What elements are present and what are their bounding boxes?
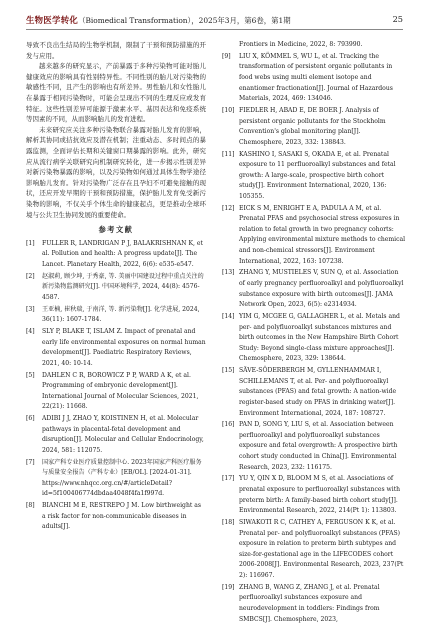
reference-number: [15] [222, 367, 235, 375]
reference-number: [6] [26, 415, 35, 423]
reference-text: SLY P, BLAKE T, ISLAM Z. Impact of prenatal and early life environmental exposures on normal human development[J]. Paediatric Respiratory Reviews, 2021, 40: 10-14. [42, 328, 206, 367]
reference-number: [12] [222, 204, 235, 212]
reference-number: [5] [26, 371, 35, 379]
right-column [222, 40, 406, 626]
reference-number: [2] [26, 272, 35, 280]
paragraph-continued: 导致不良出生结局的生物学机制，限制了干预和预防措施的开发与应用。 [26, 41, 206, 60]
reference-text: PAN D, SONG Y, LIU S, et al. Association between perfluoroalkyl and polyfluoroalkyl substances exposure and fetal overgrowth: A prospective birth cohort study conducted in China[J]. Environmental Research, 2023, 232: 116175. [239, 421, 398, 471]
reference-text: YU Y, QIN X D, BLOOM M S, et al. Associations of prenatal exposure to perfluoroalkyl substances with preterm birth: A family-based birth cohort study[J]. Environmental Research, 2022, 214(Pt 1): 113803. [239, 475, 401, 515]
paragraph-future-research: 未来研究应关注多种污染物联合暴露对胎儿发育的影响，解析其协同或拮抗效应及潜在机制；注重动态、多时间点的暴露监测，全面评估长期和关键窗口期暴露的影响。此外，研究应从流行病学关联研究向机制研究转化，进一步揭示性别差异对新污染物暴露的影响，以及污染物如何通过具体生物学途径影响胎儿发育。针对污染物广泛存在且孕妇不可避免接触的现状，还应开发早期的干预和预防措施，保护胎儿发育免受新污染物的影响，不仅关乎个体生命的健康起点，更是推动全球环境与公共卫生协同发展的重要使命。 [26, 125, 206, 219]
reference-text: DAHLEN C R, BOROWICZ P P, WARD A K, et al. Programming of embryonic development[J]. International Journal of Molecular Sciences, 2021, 22(21): 11668. [42, 371, 199, 411]
reference-text: ZHANG Y, MUSTIELES V, SUN Q, et al. Association of early pregnancy perfluoroalkyl and polyfluoroalkyl substance exposure with birth outcomes[J]. JAMA Network Open, 2023, 6(5): e2314934. [239, 269, 404, 309]
paragraph-sex-differences: 越来越多的研究显示，产前暴露于多种污染物可能对胎儿健康效应的影响具有性别特异性。不同性别的胎儿对污染物的敏感性不同，且产生的影响也有所差异。男性胎儿和女性胎儿在暴露于相同污染物时，可能会呈现出不同的生理反应或发育特征。这些性别差异可能源于激素水平、基因表达和免疫系统等因素的不同，从而影响胎儿的发育进程。 [26, 62, 206, 124]
references-heading: 参考文献 [98, 225, 134, 235]
reference-item [222, 106, 406, 148]
reference-number: [3] [26, 305, 35, 313]
reference-text: YIM G, MCGEE G, GALLAGHER L, et al. Metals and per- and polyfluoroalkyl substances mixtures and birth outcomes in the New Hampshire Birth Cohort Study: Beyond single-class mixture approaches[J]. Chemosphere, 2023, 329: 138644. [239, 312, 400, 363]
journal-brand: 生物医学转化 [26, 15, 79, 25]
reference-item [26, 305, 206, 326]
reference-text: BIANCHI M E, RESTREPO J M. Low birthweight as a risk factor for non-communicable diseases in adults[J]. [42, 502, 202, 531]
reference-text: ADIBI J J, ZHAO Y, KOISTINEN H, et al. Molecular pathways in placental-fetal development and disruption[J]. Molecular and Cellular Endocrinology, 2024, 581: 112075. [42, 415, 204, 454]
reference-number: [10] [222, 106, 235, 114]
reference-text: KASHINO I, SASAKI S, OKADA E, et al. Prenatal exposure to 11 perfluoroalkyl substances and fetal growth: A large-scale, prospective birth cohort study[J]. Environment International, 2020, 136: 105355. [239, 150, 396, 200]
reference-item [222, 420, 406, 473]
reference-item [26, 272, 206, 304]
reference-number: [18] [222, 519, 235, 526]
reference-item [26, 371, 206, 413]
reference-item [222, 366, 406, 419]
journal-title [26, 14, 291, 26]
reference-item [222, 40, 406, 51]
reference-item [222, 268, 406, 310]
reference-number: [7] [26, 458, 35, 466]
reference-item [222, 150, 406, 203]
reference-number: [1] [26, 239, 35, 247]
reference-item [26, 414, 206, 456]
reference-list-left [26, 239, 206, 533]
journal-issue-info: （Biomedical Transformation），2025年3月，第6卷，第1期 [78, 16, 291, 25]
reference-number: [9] [222, 52, 231, 60]
reference-item [26, 458, 206, 500]
reference-item [26, 327, 206, 369]
reference-item [222, 204, 406, 268]
reference-number: [4] [26, 328, 35, 335]
reference-text: FULLER R, LANDRIGAN P J, BALAKRISHNAN K, et al. Pollution and health: A progress update[J]. The Lancet. Planetary Health, 2022, 6(6): e535-e547. [42, 239, 203, 268]
reference-text: FIEDLER H, ABAD E, DE BOER J. Analysis of persistent organic pollutants for the Stockholm Convention's global monitoring plan[J]. Chemosphere, 2023, 332: 138843. [239, 106, 386, 146]
reference-number: [19] [222, 583, 235, 591]
reference-number: [16] [222, 421, 235, 429]
reference-text: 国家产科专业医疗质量控制中心. 2023年国家产科医疗服务与质量安全报告（产科专业）[EB/OL]. [2024-01-31]. https://www.nhqcc.org.cn/#/articleDetail?id=5f100406774dbdaa4048f4fa1f997d. [42, 458, 202, 498]
reference-list-right [222, 40, 406, 625]
reference-text: SIWAKOTI R C, CATHEY A, FERGUSON K K, et al. Prenatal per- and polyfluoroalkyl substances (PFAS) exposure in relation to preterm birth subtypes and size-for-gestational age in the LIFECODES cohort 2006-2008[J]. Environmental Research, 2023, 237(Pt 2): 116967. [239, 519, 404, 579]
reference-item [222, 518, 406, 582]
reference-text: ZHANG B, WANG Z, ZHANG J, et al. Prenatal perfluoroalkyl substances exposure and neurodevelopment in toddlers: Findings from SMBCS[J]. Chemosphere, 2023, [239, 583, 380, 623]
reference-text: 王亚楠, 崔秋瑞, 于南洋, 等. 新污染物[J]. 化学进展, 2024, 36(11): 1607-1784. [42, 305, 200, 324]
reference-number: [8] [26, 502, 35, 510]
reference-text: LIU X, KÖMMEL S, WU L, et al. Tracking the transformation of persistent organic pollutants in food webs using multi element isotope and enantiomer fractionation[J]. Journal of Hazardous Materials, 2024, 469: 134046. [239, 52, 393, 103]
reference-item [222, 52, 406, 105]
header-rule [26, 29, 403, 30]
reference-number: [11] [222, 150, 235, 158]
reference-number: [14] [222, 312, 235, 320]
reference-item [222, 583, 406, 625]
reference-item [222, 312, 406, 365]
reference-text: 赵淑莉, 顾少坤, 于秀豪, 等. 美丽中国建设过程中重点关注的新污染物监测研究[J]. 中国环境科学, 2024, 44(8): 4576-4587. [42, 272, 204, 301]
left-column [26, 40, 206, 534]
reference-text: EICK S M, ENRIGHT E A, PADULA A M, et al. Prenatal PFAS and psychosocial stress exposures in relation to fetal growth in two pregnancy cohorts: Applying environmental mixture methods to chemical and non-chemical stressors[J]. Environment International, 2022, 163: 107238. [239, 204, 406, 265]
reference-number: [17] [222, 475, 235, 483]
running-header [26, 14, 403, 34]
reference-item [222, 474, 406, 516]
reference-item [26, 239, 206, 271]
reference-text: Frontiers in Medicine, 2022, 8: 793990. [239, 41, 363, 48]
page-number: 25 [392, 14, 403, 24]
reference-text: SÄVE-SÖDERBERGH M, GYLLENHAMMAR I, SCHILLEMANS T, et al. Per- and polyfluoroalkyl substances (PFAS) and fetal growth: A nation-wide register-based study on PFAS in drinking water[J]. Environment International, 2024, 187: 108727. [239, 367, 397, 417]
reference-number: [13] [222, 269, 235, 277]
reference-item [26, 501, 206, 533]
